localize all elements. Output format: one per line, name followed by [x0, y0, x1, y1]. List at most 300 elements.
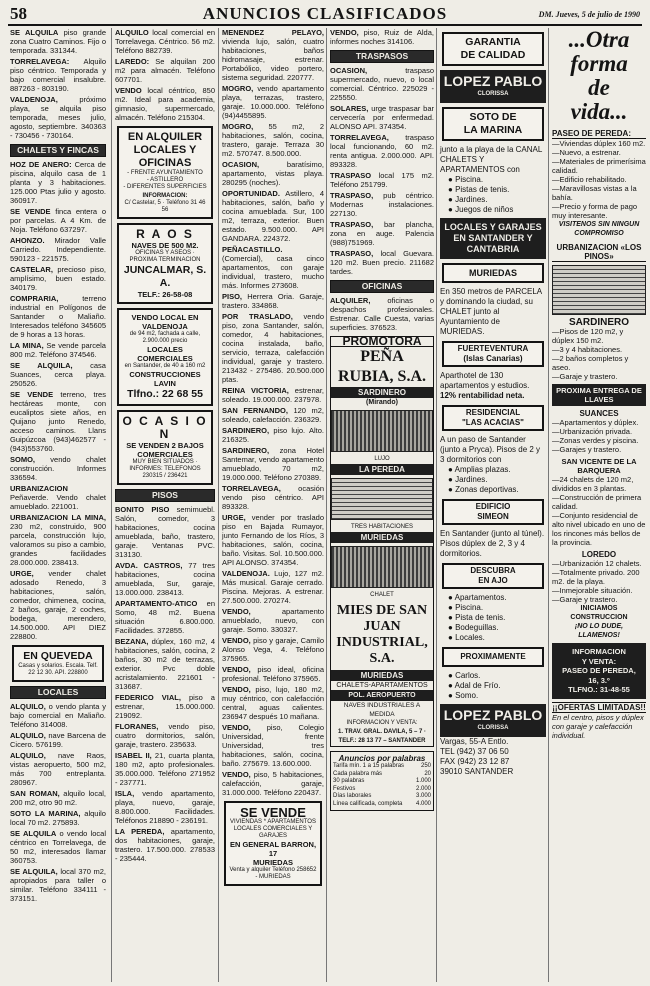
classified-ad [115, 599, 215, 635]
bullet-icon: ● [448, 475, 456, 484]
rates-label: 30 palabras [333, 778, 365, 784]
classified-ad [222, 122, 324, 158]
ad-lead: OCASION, [222, 160, 260, 169]
rates-row [333, 793, 431, 801]
bullet-icon: ● [448, 205, 456, 214]
ad-text: Astillero, 4 habitaciones, salón, baño y cocina amueblada. Sur, 100 m2, terraza, exterior. Buen estado. 9.500.000. API GANDARA. 224372. [222, 189, 324, 243]
promo-caption-1: LUJO [374, 456, 390, 462]
ad-raos-phone: TELF.: 26-58-08 [137, 290, 193, 299]
bullet-text: Locales. [455, 633, 485, 642]
slogan-line: vida... [570, 99, 628, 124]
promo-muriedas: MURIEDAS [331, 532, 433, 543]
photo-pinos [552, 265, 646, 315]
column-3 [218, 28, 324, 982]
ad-ocasion-small: MUY BIEN SITUADOS · INFORMES: TELEFONOS 230315 / 236421 [129, 459, 201, 479]
ad-text: vivienda lujo, salón, cuatro habitaciones, baños hidromasaje, estrenar. Portabólico, video portero, sistema seguridad. 220777. [222, 37, 324, 82]
ads-list [115, 28, 215, 122]
loredo-heading: LOREDO [581, 550, 617, 559]
lopez-pablo-sub: CLORISSA [477, 91, 509, 97]
ad-text: vender chalet adosado Renedo, 3 habitaciones, salón, comedor, chimenea, cocina, 2 baños, garaje, 2 coches, bodega, merendero, 14.500.000. API DIEZ 228800. [10, 569, 106, 641]
classified-ad [222, 484, 324, 511]
bullet-list [440, 175, 546, 215]
ad-lead: FEDERICO VIAL, [115, 693, 181, 702]
ads-list [10, 28, 106, 140]
bullet-item [440, 175, 546, 185]
bullet-icon: ● [448, 195, 456, 204]
bullet-item [440, 613, 546, 623]
otra-forma-slogan [552, 28, 646, 124]
ad-lead: BONITO PISO [115, 505, 170, 514]
ad-text: 77 tres habitaciones, cocina amueblada, Sur, garaje, 13.000.000. 238413. [115, 561, 215, 597]
residencial-line1: RESIDENCIAL [465, 408, 521, 417]
ad-queveda[interactable] [12, 645, 104, 682]
rates-label: Días laborales [333, 793, 372, 799]
ad-text: Lujo, 127 m2. Más musical. Garaje cerrado. Piscina. Mejoras. A estrenar. 27.500.000. 270274. [222, 569, 324, 605]
feature-item: —Garaje y trastero. [552, 372, 618, 381]
classified-ad [10, 455, 106, 482]
promo-muriedas-2: MURIEDAS [331, 670, 433, 681]
rates-rows [333, 763, 431, 808]
ad-text: local 175 m2. Teléfono 251799. [330, 171, 434, 189]
bullet-text: Apartamentos. [454, 593, 507, 602]
soto-box[interactable] [442, 107, 544, 141]
bullet-icon: ● [448, 671, 456, 680]
bullet-text: Piscina. [455, 175, 484, 184]
classified-ad [222, 636, 324, 663]
page-number: 58 [10, 4, 27, 23]
photo-building-1 [331, 410, 433, 452]
ad-lead: POR TRASLADO, [222, 312, 293, 321]
lopez-pablo-sub-2: CLORISSA [477, 725, 509, 731]
bullet-icon: ● [448, 465, 455, 474]
section-heading-pisos: PISOS [115, 489, 215, 502]
page-date: DM. Jueves, 5 de julio de 1990 [538, 10, 640, 19]
ad-raos-subtitle: NAVES DE 500 M2. [131, 241, 199, 250]
sardinero-heading: SARDINERO [568, 317, 629, 328]
ad-lead: ALQUILER, [330, 296, 371, 305]
classified-ad [330, 296, 434, 332]
ad-text: 230 m2, construido, 900 parcela, construcción lujo, valoramos su piso a cambio, grandes facilidades 28.000.000. 238413. [10, 522, 106, 567]
info-line: 16, 3.º [588, 675, 610, 685]
address-line: 39010 SANTANDER [440, 767, 514, 776]
ad-queveda-text: Casas y solarios. Escala. Telf. 22 12 30. API. 228800 [18, 663, 98, 676]
ad-lead: SOTO LA MARINA, [10, 809, 81, 818]
classified-ad [330, 191, 434, 218]
ad-lead: TRASPASO [330, 171, 372, 180]
ad-se-vende-line: EN GENERAL BARRON, 17 [229, 840, 317, 858]
classified-ad [115, 28, 215, 55]
classified-ad [10, 809, 106, 827]
ad-lead: ALQUILO, [10, 702, 46, 711]
ad-lead: MOGRO, [222, 84, 254, 93]
ad-ocasion-title: O C A S I O N [122, 414, 208, 441]
rates-label: Festivos [333, 785, 356, 792]
feature-item: —Urbanización privada. [552, 427, 633, 436]
ad-lead: SE ALQUILA, [10, 867, 58, 876]
pereda-heading: PASEO DE PEREDA: [552, 129, 646, 139]
classified-ad [222, 607, 324, 634]
ad-lead: PEÑACASTILLO. [222, 245, 283, 254]
promo-pereda: LA PEREDA [331, 464, 433, 475]
ad-text: vendo piso, zona Santander, salón, comedor, 4 habitaciones, cocina instalada, baño, servicio, terraza, calefacción individual, garaje y trastero. 213432 - 275486. 20.500.000 ptas. [222, 312, 324, 384]
classified-ad [222, 513, 324, 567]
bullet-icon: ● [448, 633, 456, 642]
ad-ocasion[interactable] [117, 410, 213, 485]
classified-ad [330, 249, 434, 276]
ad-lead: URBANIZACION LA MINA, [10, 513, 106, 522]
promo-address: 1. TRAV. GRAL. DAVILA, 5 – 7 · TELF.: 28 13 77 – SANTANDER [338, 729, 426, 744]
classified-ad [10, 702, 106, 729]
ad-locales-info: INFORMACION: [142, 193, 188, 199]
soto-line1: SOTO DE [469, 111, 517, 123]
ad-se-vende[interactable] [224, 801, 322, 886]
ad-lead: ALQUILO, [10, 751, 46, 760]
classified-ad [222, 426, 324, 444]
ofertas-heading: ¡¡OFERTAS LIMITADAS!! [552, 702, 646, 712]
bullet-item [440, 195, 546, 205]
classified-ad [222, 28, 324, 82]
ad-text: piso grande zona Cuatro Caminos. Fijo o temporada. 331344. [10, 28, 106, 55]
ad-lead: TRASPASO, [330, 249, 374, 258]
ad-text: Alquilo piso céntrico. Temporada y bajo comercial insalubre. 887263 - 803190. [10, 57, 106, 93]
bullet-item [440, 465, 546, 475]
classified-ad [222, 770, 324, 797]
classified-ad [10, 789, 106, 807]
bullet-list [440, 671, 546, 701]
edificio-line2: SIMEON [477, 512, 509, 521]
bullet-text: Carlos. [455, 671, 481, 680]
classified-ad [115, 751, 215, 787]
rates-label: Tarifa mín. 1 a 15 palabras [333, 763, 405, 769]
edificio-box[interactable] [442, 499, 544, 525]
promo-aeropuerto: POL. AEROPUERTO [331, 690, 433, 701]
ad-lead: TORRELAVEGA: [10, 57, 70, 66]
ad-lead: SOLARES, [330, 104, 369, 113]
ad-text: vendo chalet construcción. Informes 336594. [10, 455, 106, 482]
bullet-icon: ● [448, 613, 456, 622]
classified-ad [222, 569, 324, 605]
bullet-icon: ● [448, 681, 455, 690]
ad-text: alquilo local 70 m2. 275893. [10, 809, 106, 827]
classified-ad [222, 292, 324, 310]
classified-ad [10, 569, 106, 641]
ad-text: piso y garaje, Camilo Alonso Vega, 4. Teléfono 375965. [222, 636, 324, 663]
ad-text: apartamento amueblado, nuevo, con garaje. Somo. 330327. [222, 607, 324, 634]
ad-text: nave Raos, vistas aeropuerto, 500 m2, más 700 entreplanta. 280967. [10, 751, 106, 787]
ad-locales-line: - FRENTE AYUNTAMIENTO [127, 170, 203, 176]
ofertas-text: En el centro, pisos y dúplex con garaje y calefacción individual. [552, 712, 644, 740]
classified-ad [222, 84, 324, 120]
classified-ad [115, 637, 215, 691]
ad-lead: SE ALQUILA [10, 829, 57, 838]
classified-ad [222, 685, 324, 721]
ad-lead: SARDINERO, [222, 426, 270, 435]
page-title: ANUNCIOS CLASIFICADOS [202, 4, 448, 23]
ads-list [222, 28, 324, 797]
dash-list [552, 559, 646, 604]
classified-ad [10, 751, 106, 787]
ad-text: terreno industrial en Polígonos de Santander o Maliaño. Interesados teléfono 345605 de 9 horas a 13 horas. [10, 294, 106, 339]
bullet-text: Juegos de niños [455, 205, 514, 214]
ad-locales-info-detail: C/ Castelar, 5 · Teléfono 31 46 56 [124, 200, 206, 213]
slogan-line: ...Otra [568, 28, 630, 52]
ad-text: 120 m2, soleado, calefacción. 236329. [222, 406, 324, 424]
pinos-heading: URBANIZACION «LOS PINOS» [552, 243, 646, 262]
ad-lead: ALQUILO, [10, 731, 46, 740]
feature-item: —Urbanización 12 chalets. [552, 559, 642, 568]
ad-text: Herrera Oria. Garaje, trastero. 334868. [222, 292, 324, 310]
ad-lead: VENDO, [222, 665, 251, 674]
ads-list [330, 296, 434, 332]
garantia-box [442, 32, 544, 66]
ad-text: vendo apartamento playa, terrazas, trastero, garaje. 10.000.000. Teléfono (94)4455895. [222, 84, 324, 120]
ad-text: Peñaverde. Vendo chalet amueblado. 221001. [10, 493, 106, 511]
residencial-line2: "LAS ACACIAS" [462, 418, 524, 427]
ad-valdenoja-small2: en Santander, de 40 a 160 m2 [124, 363, 206, 369]
classified-ad [115, 722, 215, 749]
classified-ad [115, 57, 215, 84]
bullet-icon: ● [448, 175, 456, 184]
address-line: FAX (942) 23 12 87 [440, 757, 510, 766]
feature-item: —Materiales de primerísima calidad. [552, 157, 646, 175]
bullet-icon: ● [448, 485, 456, 494]
bullet-item [440, 671, 546, 681]
bullet-text: Somo. [455, 691, 479, 700]
ad-text: baratísimo, apartamento, vistas playa. 280295 (noches). [222, 160, 324, 187]
ad-lead: TRASPASO, [330, 220, 374, 229]
classified-ad [10, 484, 106, 511]
ad-lead: MENENDEZ PELAYO, [222, 28, 324, 37]
fuerteventura-line2: (Islas Canarias) [463, 354, 523, 363]
ad-locales-oficinas[interactable] [117, 126, 213, 219]
classified-ad [222, 446, 324, 482]
ad-raos[interactable] [117, 223, 213, 304]
bullet-item [440, 485, 546, 495]
slogan-line: forma [570, 51, 628, 76]
bullet-item [440, 681, 546, 691]
classified-ad [222, 406, 324, 424]
classified-ad [10, 341, 106, 359]
ad-text: traspaso local funcionando, 60 m2. renta antigua. 2.000.000. API. 893328. [330, 133, 434, 169]
ad-lead: VENDO, [222, 770, 251, 779]
ad-raos-small: OFICINAS Y ASEOS · PROXIMA TERMINACION [129, 250, 201, 263]
bullet-list [440, 465, 546, 495]
ad-text: finca entera o por parcelas. A 4 Km. de Noja. Teléfono 637297. [10, 207, 106, 234]
ad-lead: AHONZO. [10, 236, 45, 245]
ad-text: bar plancha, zona en auge. Palencia (988)751969. [330, 220, 434, 247]
ad-text: piso lujo. Alto. 216325. [222, 426, 324, 444]
ad-text: Cerca de piscina, alquilo casa de 1 planta y 3 habitaciones. 125.000 Ptas julio y agosto. 360917. [10, 160, 106, 205]
bullet-text: Jardines. [455, 475, 488, 484]
promo-caption-3: CHALET [370, 592, 394, 598]
ad-lead: TRASPASO, [330, 191, 374, 200]
entrega-heading: PROXIMA ENTREGA DE LLAVES [552, 384, 646, 406]
ad-text: dúplex, 160 m2, 4 habitaciones, salón, cocina, 2 baños, 30 m2 de terrazas, exterior. Pvc doble acristalamiento. 221601 - 313687. [115, 637, 215, 691]
ad-lead: VENDO, [222, 685, 251, 694]
proximamente-box[interactable]: PROXIMAMENTE [442, 647, 544, 667]
classified-ad [10, 361, 106, 388]
ad-text: local 370 m2, apropiados para taller o similar. Teléfono 334111 - 373151. [10, 867, 106, 903]
ad-valdenoja[interactable] [117, 308, 213, 406]
ad-lead: URGE, [10, 569, 34, 578]
rates-value: 3.000 [415, 793, 431, 799]
ad-text: estrenar, soleado. 19.000.000. 237978. [222, 386, 324, 404]
rates-table [330, 751, 434, 811]
rates-row [333, 763, 431, 771]
ads-list [330, 66, 434, 276]
column-6 [548, 28, 646, 982]
ad-lead: BEZANA, [115, 637, 149, 646]
ad-lead: VENDO, [330, 28, 359, 37]
ad-text: nave Barcena de Cicero. 576199. [10, 731, 106, 749]
rates-row [333, 778, 431, 786]
ad-lead: ISABEL II, [115, 751, 152, 760]
ad-locales-line: - DIFERENTES SUPERFICIES [123, 184, 207, 190]
ad-lead: SARDINERO, [222, 446, 270, 455]
column-4 [326, 28, 434, 982]
info-box[interactable] [552, 643, 646, 699]
ad-lead: LA MINA, [10, 341, 44, 350]
ad-lead: SE ALQUILA, [10, 361, 73, 370]
ad-text: en Somo, 48 m2. Buena situación 6.800.000. Facilidades. 372855. [115, 599, 215, 635]
ad-text: local comercial en Torrelavega. Céntrico. 56 m2. Teléfono 882739. [115, 28, 215, 55]
bullet-item [440, 603, 546, 613]
ad-se-vende-line: MURIEDAS [252, 858, 293, 867]
ad-lead: COMPRARIA, [10, 294, 59, 303]
loredo-foot [552, 604, 646, 640]
feature-item: —Maravillosas vistas a la bahía. [552, 184, 637, 202]
feature-item: —Garajes y trastero. [552, 445, 622, 454]
ad-text: Se alquilan 200 m2 para almacén. Teléfono 607701. [115, 57, 215, 84]
ad-lead: VENDO, [222, 636, 251, 645]
bullet-item [440, 623, 546, 633]
bullet-icon: ● [448, 603, 456, 612]
lopez-pablo-name-2: LOPEZ PABLO [443, 707, 543, 723]
address-line: TEL (942) 37 06 50 [440, 747, 509, 756]
promo-name: PEÑA RUBIA, S.A. [337, 348, 426, 385]
feature-item: —Zonas verdes y piscina. [552, 436, 639, 445]
loredo-foot-line: INICIAMOS [580, 605, 618, 612]
muriedas-box[interactable]: MURIEDAS [442, 263, 544, 283]
ad-valdenoja-small: de 94 m2, fachada a calle, 2.900.000 precio [129, 331, 201, 344]
classified-ad [115, 561, 215, 597]
classified-ad [10, 236, 106, 263]
classified-ad [10, 95, 106, 140]
slogan-line: de [588, 75, 610, 100]
bullet-text: Pista de tenis. [455, 613, 506, 622]
classified-ad [222, 160, 324, 187]
ad-valdenoja-title: VENDO LOCAL EN VALDENOJA [131, 313, 199, 331]
classified-ad [115, 693, 215, 720]
loredo-foot-line: ¡NO LO DUDE, [574, 623, 624, 630]
descubra-line2: EN AJO [478, 576, 508, 585]
ad-se-vende-small: Venta y alquiler Teléfono 258652 - MURIEDAS [229, 867, 317, 880]
ad-text: piso, 5 habitaciones, calefacción, garaje, 31.000.000. Teléfono 220437. [222, 770, 324, 797]
ad-locales-line: - ASTILLERO [146, 177, 184, 183]
ad-lead: FLORANES, [115, 722, 159, 731]
ad-lead: OCASION, [330, 66, 368, 75]
ads-list [330, 28, 434, 46]
rates-value: 20 [424, 770, 431, 777]
ad-lead: TORRELAVEGA, [330, 133, 389, 142]
dash-list [552, 418, 646, 454]
classified-ad [330, 171, 434, 189]
ad-promotora[interactable] [330, 336, 434, 747]
classified-ad [222, 665, 324, 683]
ad-lead: VENDO, [222, 723, 251, 732]
ad-lead: URBANIZACION [10, 484, 68, 493]
rates-row [333, 771, 431, 779]
classified-ad [330, 220, 434, 247]
ad-lead: OPORTUNIDAD. [222, 189, 280, 198]
lopez-pablo-logo [440, 70, 546, 103]
classified-ad [330, 104, 434, 131]
ad-text: piso ideal, oficina profesional. Teléfono 375965. [222, 665, 324, 683]
ad-text: Se vende parcela 800 m2. Teléfono 374546. [10, 341, 106, 359]
ad-lead: LAREDO: [115, 57, 150, 66]
ad-text: apartamento, dos habitaciones, garaje, trastero. 17.500.000. 278533 - 235444. [115, 827, 215, 863]
ad-text: Mirador Valle Carriedo. Independiente. 590123 - 221575. [10, 236, 106, 263]
classified-ad [115, 86, 215, 122]
classified-ad [115, 789, 215, 825]
feature-item: —Nuevo, a estrenar. [552, 148, 621, 157]
classified-ad [10, 265, 106, 292]
promo-info: INFORMACION Y VENTA: [346, 720, 418, 726]
ad-text: piso, Colegio Universidad, frente Universidad, tres habitaciones, salón, cocina, baño. 275679. 13.600.000. [222, 723, 324, 768]
ad-text: vender por traslado piso en Bajada Rumayor, junto Fernando de los Ríos, 3 habitaciones, salón, cocina, baño. Visitas. Sol. 10.500.000. API ALONSO. 374354. [222, 513, 324, 567]
locales-garajes-box[interactable]: LOCALES Y GARAJES EN SANTANDER Y CANTABRIA [440, 218, 546, 259]
descubra-box[interactable] [442, 563, 544, 589]
ad-lead: VENDO [115, 86, 142, 95]
garantia-line1: GARANTIA [465, 36, 521, 48]
bullet-item [440, 185, 546, 195]
ads-list [115, 505, 215, 863]
ads-list [10, 160, 106, 641]
ad-text: semimuebl. Salón, comedor, 3 habitaciones, cocina amueblada, baño, trastero, garaje. Ventanas PVC. 313130. [115, 505, 215, 559]
bullet-list [440, 593, 546, 643]
ad-lead: SE VENDE [10, 207, 51, 216]
ad-text: 21, cuarta planta, 180 m2, apto profesionales. 35.000.000. Teléfono 271952 - 237771. [115, 751, 215, 787]
classified-ad [10, 294, 106, 339]
ad-valdenoja-title2: LOCALES COMERCIALES [137, 345, 193, 363]
ad-locales-title: EN ALQUILER LOCALES Y OFICINAS [127, 131, 203, 169]
bullet-icon: ● [448, 185, 456, 194]
classified-ad [10, 513, 106, 567]
lopez-pablo-logo-2 [440, 704, 546, 737]
address-line: Vargas, 55-A Entlo. [440, 737, 509, 746]
column-2 [111, 28, 215, 982]
ad-ocasion-line: SE VENDEN 2 BAJOS COMERCIALES [126, 441, 204, 459]
info-line: TLFNO.: 31-48-55 [568, 685, 630, 694]
ad-raos-company: JUNCALMAR, S. A. [123, 264, 207, 289]
promo-mies: MIES DE SAN JUAN INDUSTRIAL, S.A. [336, 603, 428, 666]
ad-se-vende-line: VIVIENDAS * APARTAMENTOS [230, 819, 316, 825]
residencial-box[interactable] [442, 405, 544, 431]
promo-sardinero-sub: (Mirando) [366, 399, 398, 406]
classified-ad [222, 312, 324, 384]
section-heading-traspasos: TRASPASOS [330, 50, 434, 63]
ad-queveda-title: EN QUEVEDA [23, 650, 93, 662]
classified-ad [330, 66, 434, 102]
garantia-line2: DE CALIDAD [460, 49, 526, 61]
dash-list [552, 139, 646, 220]
feature-item: —24 chalets de 120 m2, divididos en 3 plantas. [552, 475, 634, 493]
fuerteventura-box[interactable] [442, 341, 544, 367]
classified-ad [330, 28, 434, 46]
feature-item: —Totalmente privado. 200 m2. de la playa. [552, 568, 640, 586]
ad-lead: SE ALQUILA [10, 28, 59, 37]
ad-se-vende-title: SE VENDE [240, 805, 306, 820]
